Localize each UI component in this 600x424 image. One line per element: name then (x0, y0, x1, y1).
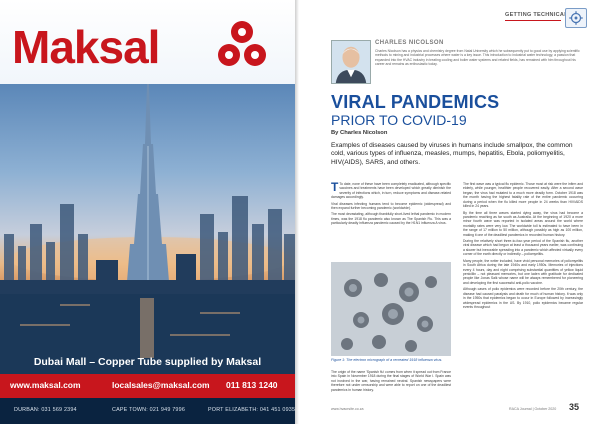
office-durban: DURBAN: 031 569 2394 (14, 407, 77, 413)
footer-website: www.hvacrsite.co.za (331, 407, 364, 411)
paragraph: During the relatively short three-to-four-year period of the Spanish flu, another viral disease which had begun at least a thousand years earlier, was continuing a slower but inexorable spreading into a pandemic which affected virtually every corner of the earth directly or indirectly – poliomyelitis. (463, 239, 583, 257)
page-number: 35 (569, 402, 580, 412)
office-cape-town: CAPE TOWN: 021 949 7996 (112, 407, 186, 413)
figure-caption: Figure 1: The electron micrograph of a recreated 1918 influenza virus. (331, 358, 443, 362)
page-gutter (295, 0, 299, 424)
article-standfirst: Examples of diseases caused by viruses in humans include smallpox, the common cold, various types of influenza, measles, mumps, hepatitis, Ebola, poliomyelitis, HIV(AIDS), SARS, and others. (331, 142, 573, 166)
article-page (297, 0, 600, 424)
paragraph: The origin of the name 'Spanish flu' comes from when it spread out from France into Spain in November 1918 during the final stages of World War I. Spain was not involved in the war, having remained neutral. Spanish newspapers were therefore not under censorship and were able to report on one of the deadliest pandemics in human history. (331, 370, 451, 392)
article-column-left-bottom (331, 370, 451, 394)
article-column-right (463, 182, 583, 311)
article-subhead: PRIOR TO COVID-19 (331, 112, 467, 128)
advert-banner (0, 0, 295, 84)
paragraph: Although cases of polio epidemics were recorded before the 20th century, the disease had caused paralysis and death for much of human history. It was only in the 1950s that epidemics began to occur in Europe followed by increasingly widespread epidemics in the US. By 1910, polio epidemics became regular events throughout (463, 287, 583, 309)
section-divider (505, 20, 561, 21)
maksal-logo-text: Maksal (12, 21, 160, 73)
paragraph: The most devastating, although thankfully short-lived lethal pandemic in modern times, was the 1918 flu pandemic also known as The Spanish Flu. This was a particularly deadly influenza pandemic caused by the H1N1 influenza A virus. (331, 212, 451, 226)
dubai-skyline-image (0, 84, 295, 374)
author-photo (331, 40, 371, 84)
website-link[interactable]: www.maksal.com (10, 380, 81, 390)
author-name: CHARLES NICOLSON (375, 40, 444, 46)
gear-icon (565, 8, 587, 28)
maksal-advert (0, 0, 295, 424)
article-headline: VIRAL PANDEMICS (331, 92, 500, 112)
advert-offices-bar (0, 398, 295, 424)
paragraph: Viral diseases infecting humans tend to become epidemic (widespread) and then expand further becoming pandemic (worldwide). (331, 201, 451, 211)
paragraph: Many people, the writer included, have vivid personal memories of poliomyelitis in South Africa during the late 1940s and early 1950s. Memories of injections every 4 hours, day and night comprising substantial quantities of yellow liquid penicillin – not pleasant memories, but one laden with gratitude for dedicated people like Jonas Salk whose name will be always remembered for pioneering and developing the first successful anti-polio vaccine. (463, 258, 583, 285)
article-column-left (331, 182, 451, 227)
paragraph: The first wave was a typical flu epidemic. Those most at risk were the infirm and elderly, while younger, healthier people recovered easily. After a second wave began, the virus had mutated to a much more deadly form. October 1918 was the month having the highest fatality rate of the entire pandemic occurring during a period when the flu killed more people in 24 weeks than HIV/AIDS killed in 24 years. (463, 182, 583, 209)
paragraph-text: To date, none of these have been completely eradicated, although specific vaccines and treatments have been developed which greatly diminish the severity of infections which, in turn, reduce symptoms and disease-related damages accordingly. (331, 182, 451, 200)
maksal-logo-icon (214, 18, 270, 74)
office-port-elizabeth: PORT ELIZABETH: 041 451 0935 (208, 407, 295, 413)
phone-number: 011 813 1240 (226, 380, 278, 390)
author-bio: Charles Nicolson has a physics and chemistry degree from Natal University which he subsequently put to good use by applying scientific methods to mining and industrial processes where water is a key issue. This introduction to industrial water technology, a passion that expanded into the HVAC industry in treating cooling and boiler water systems and related fields, has remained with him throughout his career and remains as enthusiastic today. (375, 49, 580, 67)
virus-micrograph-image (331, 262, 451, 356)
email-link[interactable]: localsales@maksal.com (112, 380, 210, 390)
advert-tagline: Dubai Mall – Copper Tube supplied by Maksal (33, 356, 262, 368)
article-byline: By Charles Nicolson (331, 130, 388, 136)
advert-contact-bar (0, 374, 295, 398)
drop-cap: T (331, 180, 339, 194)
paragraph (331, 182, 451, 200)
section-tag: GETTING TECHNICAL (505, 12, 568, 18)
footer-publication: RACA Journal | October 2020 (509, 407, 557, 411)
paragraph: By the time all three waves started dying away, the virus had become a pandemic reaching as far south as Australia. At the beginning of 1920 a more minor fourth wave was reported in isolated areas around the world where mortality rates were very low. The worldwide toll is estimated to have been in the range of 17 million to 50 million, although possibly as high as 100 million, making it one of the deadliest pandemics in recorded human history. (463, 210, 583, 237)
